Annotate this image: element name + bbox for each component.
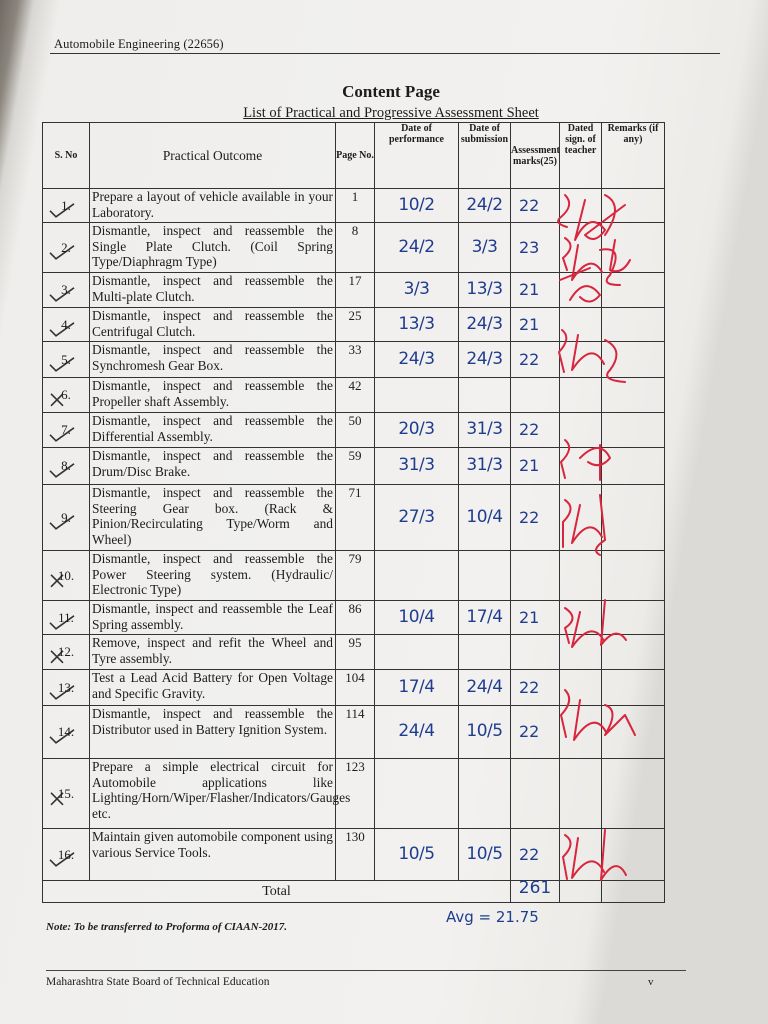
document-page — [26, 0, 756, 1024]
row-submission-date: 24/4 — [459, 670, 511, 706]
row-sign-cell — [560, 342, 602, 378]
row-remark-cell — [602, 551, 665, 601]
row-page-number: 130 — [336, 829, 375, 881]
row-practical-outcome: Remove, inspect and refit the Wheel and Tyre assembly. — [90, 635, 336, 670]
table-row — [43, 670, 665, 706]
row-sign-cell — [560, 378, 602, 413]
row-practical-outcome: Dismantle, inspect and reassemble the Differential Assembly. — [90, 413, 336, 448]
row-remark-cell — [602, 759, 665, 829]
page-title: Content Page — [342, 82, 440, 101]
serial-number-text: 11. — [58, 609, 74, 625]
row-assessment-marks — [511, 759, 560, 829]
row-remark-cell — [602, 273, 665, 308]
row-practical-outcome: Test a Lead Acid Battery for Open Voltage and Specific Gravity. — [90, 670, 336, 706]
row-assessment-marks: 22 — [511, 342, 560, 378]
row-serial-number — [43, 706, 90, 759]
table-row — [43, 378, 665, 413]
row-remark-cell — [602, 829, 665, 881]
row-serial-number — [43, 413, 90, 448]
row-sign-cell — [560, 413, 602, 448]
table-row — [43, 308, 665, 342]
serial-number-text: 14. — [57, 724, 75, 740]
row-remark-cell — [602, 670, 665, 706]
table-row — [43, 413, 665, 448]
row-page-number: 1 — [336, 189, 375, 223]
row-practical-outcome: Prepare a simple electrical circuit for Automobile applications like Lighting/Horn/Wiper/Flasher/Indicators/Gauges etc. — [90, 759, 336, 829]
table-row — [43, 551, 665, 601]
row-serial-number — [43, 670, 90, 706]
footer-rule — [46, 970, 686, 971]
row-assessment-marks: 22 — [511, 485, 560, 551]
assessment-table — [42, 122, 665, 903]
row-submission-date: 31/3 — [459, 413, 511, 448]
row-practical-outcome: Dismantle, inspect and reassemble the Multi-plate Clutch. — [90, 273, 336, 308]
transfer-note: Note: To be transferred to Proforma of CIAAN-2017. — [46, 921, 287, 933]
row-submission-date: 10/4 — [459, 485, 511, 551]
row-assessment-marks: 22 — [511, 670, 560, 706]
row-page-number: 42 — [336, 378, 375, 413]
table-row — [43, 601, 665, 635]
row-assessment-marks: 21 — [511, 601, 560, 635]
row-page-number: 17 — [336, 273, 375, 308]
row-assessment-marks — [511, 551, 560, 601]
row-remark-cell — [602, 342, 665, 378]
table-row — [43, 189, 665, 223]
row-performance-date: 24/4 — [375, 706, 459, 759]
serial-number-text: 9. — [61, 509, 71, 525]
row-serial-number — [43, 223, 90, 273]
row-practical-outcome: Prepare a layout of vehicle available in your Laboratory. — [90, 189, 336, 223]
col-header-sno: S. No — [43, 123, 90, 189]
row-assessment-marks: 22 — [511, 413, 560, 448]
row-assessment-marks: 22 — [511, 189, 560, 223]
table-row — [43, 448, 665, 485]
row-serial-number — [43, 601, 90, 635]
table-row — [43, 273, 665, 308]
serial-number-text: 13. — [57, 679, 75, 695]
row-page-number: 123 — [336, 759, 375, 829]
row-serial-number — [43, 551, 90, 601]
row-performance-date: 13/3 — [375, 308, 459, 342]
row-remark-cell — [602, 601, 665, 635]
col-header-outcome: Practical Outcome — [90, 123, 336, 189]
row-page-number: 33 — [336, 342, 375, 378]
row-sign-cell — [560, 601, 602, 635]
table-row — [43, 706, 665, 759]
row-performance-date: 10/5 — [375, 829, 459, 881]
row-performance-date: 17/4 — [375, 670, 459, 706]
row-performance-date: 10/2 — [375, 189, 459, 223]
row-submission-date: 31/3 — [459, 448, 511, 485]
row-sign-cell — [560, 706, 602, 759]
row-submission-date — [459, 551, 511, 601]
row-sign-cell — [560, 189, 602, 223]
table-row — [43, 342, 665, 378]
row-serial-number — [43, 378, 90, 413]
table-body — [43, 189, 665, 881]
row-sign-cell — [560, 448, 602, 485]
row-performance-date: 31/3 — [375, 448, 459, 485]
row-practical-outcome: Dismantle, inspect and reassemble the Centrifugal Clutch. — [90, 308, 336, 342]
row-practical-outcome: Dismantle, inspect and reassemble the Propeller shaft Assembly. — [90, 378, 336, 413]
row-serial-number — [43, 308, 90, 342]
row-assessment-marks: 21 — [511, 308, 560, 342]
course-header: Automobile Engineering (22656) — [54, 37, 224, 51]
total-sign-cell — [560, 881, 602, 903]
table-row — [43, 829, 665, 881]
row-sign-cell — [560, 551, 602, 601]
row-remark-cell — [602, 189, 665, 223]
row-serial-number — [43, 273, 90, 308]
serial-number-text: 5. — [61, 351, 71, 367]
serial-number-text: 15. — [57, 785, 75, 801]
row-performance-date: 24/2 — [375, 223, 459, 273]
row-practical-outcome: Dismantle, inspect and reassemble the Drum/Disc Brake. — [90, 448, 336, 485]
page-subtitle: List of Practical and Progressive Assessment Sheet — [243, 105, 539, 121]
row-submission-date: 24/2 — [459, 189, 511, 223]
row-practical-outcome: Dismantle, inspect and reassemble the Synchromesh Gear Box. — [90, 342, 336, 378]
row-submission-date: 10/5 — [459, 829, 511, 881]
row-page-number: 114 — [336, 706, 375, 759]
row-sign-cell — [560, 308, 602, 342]
row-page-number: 104 — [336, 670, 375, 706]
row-performance-date: 27/3 — [375, 485, 459, 551]
row-practical-outcome: Dismantle, inspect and reassemble the Power Steering system. (Hydraulic/ Electronic Type) — [90, 551, 336, 601]
serial-number-text: 8. — [61, 458, 71, 474]
col-header-submission: Date of submission — [459, 123, 511, 189]
row-performance-date: 10/4 — [375, 601, 459, 635]
total-value: 261 — [511, 881, 560, 903]
row-performance-date — [375, 378, 459, 413]
row-assessment-marks — [511, 378, 560, 413]
row-page-number: 25 — [336, 308, 375, 342]
serial-number-text: 12. — [57, 644, 75, 660]
row-assessment-marks: 22 — [511, 829, 560, 881]
row-page-number: 95 — [336, 635, 375, 670]
row-submission-date: 10/5 — [459, 706, 511, 759]
serial-number-text: 1. — [61, 197, 71, 213]
row-assessment-marks: 21 — [511, 273, 560, 308]
col-header-marks: Assessment marks(25) — [511, 123, 560, 189]
serial-number-text: 16. — [57, 846, 75, 862]
row-practical-outcome: Dismantle, inspect and reassemble the Steering Gear box. (Rack & Pinion/Recirculating Type/Worm and Wheel) — [90, 485, 336, 551]
header-rule — [50, 53, 720, 54]
row-assessment-marks: 21 — [511, 448, 560, 485]
table-row — [43, 485, 665, 551]
row-remark-cell — [602, 378, 665, 413]
row-submission-date: 24/3 — [459, 342, 511, 378]
table-row — [43, 223, 665, 273]
row-sign-cell — [560, 223, 602, 273]
row-remark-cell — [602, 706, 665, 759]
row-serial-number — [43, 189, 90, 223]
serial-number-text: 3. — [61, 282, 71, 298]
serial-number-text: 7. — [61, 422, 71, 438]
row-sign-cell — [560, 635, 602, 670]
serial-number-text: 2. — [61, 239, 71, 255]
row-performance-date: 3/3 — [375, 273, 459, 308]
row-page-number: 50 — [336, 413, 375, 448]
row-practical-outcome: Dismantle, inspect and reassemble the Distributor used in Battery Ignition System. — [90, 706, 336, 759]
row-practical-outcome: Maintain given automobile component using various Service Tools. — [90, 829, 336, 881]
total-remark-cell — [602, 881, 665, 903]
row-submission-date — [459, 759, 511, 829]
serial-number-text: 6. — [61, 387, 71, 403]
row-serial-number — [43, 485, 90, 551]
row-performance-date — [375, 635, 459, 670]
col-header-page: Page No. — [336, 123, 375, 189]
row-performance-date: 20/3 — [375, 413, 459, 448]
row-page-number: 8 — [336, 223, 375, 273]
row-sign-cell — [560, 670, 602, 706]
row-submission-date: 3/3 — [459, 223, 511, 273]
row-remark-cell — [602, 635, 665, 670]
serial-number-text: 4. — [61, 316, 71, 332]
col-header-remarks: Remarks (if any) — [602, 123, 665, 189]
row-performance-date — [375, 551, 459, 601]
row-page-number: 79 — [336, 551, 375, 601]
row-remark-cell — [602, 485, 665, 551]
row-page-number: 59 — [336, 448, 375, 485]
row-practical-outcome: Dismantle, inspect and reassemble the Leaf Spring assembly. — [90, 601, 336, 635]
row-submission-date: 24/3 — [459, 308, 511, 342]
row-serial-number — [43, 342, 90, 378]
table-row — [43, 635, 665, 670]
serial-number-text: 10. — [57, 567, 75, 583]
footer-page-number: v — [648, 976, 654, 988]
row-submission-date — [459, 635, 511, 670]
row-performance-date: 24/3 — [375, 342, 459, 378]
col-header-sign: Dated sign. of teacher — [560, 123, 602, 189]
row-serial-number — [43, 829, 90, 881]
row-page-number: 86 — [336, 601, 375, 635]
row-remark-cell — [602, 223, 665, 273]
col-header-performance: Date of performance — [375, 123, 459, 189]
average-annotation: Avg = 21.75 — [446, 908, 539, 926]
row-assessment-marks: 22 — [511, 706, 560, 759]
row-practical-outcome: Dismantle, inspect and reassemble the Single Plate Clutch. (Coil Spring Type/Diaphragm Type) — [90, 223, 336, 273]
row-submission-date — [459, 378, 511, 413]
row-serial-number — [43, 759, 90, 829]
row-sign-cell — [560, 829, 602, 881]
row-serial-number — [43, 635, 90, 670]
row-remark-cell — [602, 448, 665, 485]
footer-board: Maharashtra State Board of Technical Education — [46, 976, 270, 988]
row-submission-date: 17/4 — [459, 601, 511, 635]
row-assessment-marks — [511, 635, 560, 670]
row-page-number: 71 — [336, 485, 375, 551]
row-serial-number — [43, 448, 90, 485]
total-label: Total — [43, 881, 511, 903]
row-performance-date — [375, 759, 459, 829]
row-sign-cell — [560, 485, 602, 551]
row-remark-cell — [602, 308, 665, 342]
row-assessment-marks: 23 — [511, 223, 560, 273]
table-row — [43, 759, 665, 829]
row-remark-cell — [602, 413, 665, 448]
row-sign-cell — [560, 273, 602, 308]
row-sign-cell — [560, 759, 602, 829]
row-submission-date: 13/3 — [459, 273, 511, 308]
